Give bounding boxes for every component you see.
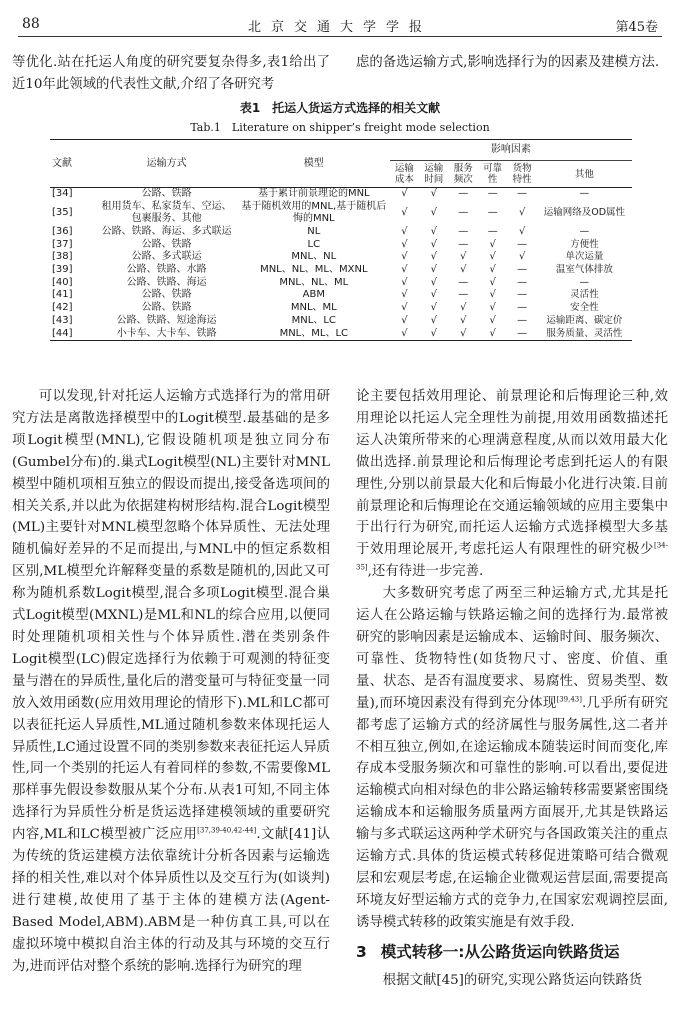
frequency-cell: √ — [460, 251, 467, 263]
cost-cell: √ — [401, 302, 408, 314]
model-cell: 基于随机效用的MNL,基于随机后悔的MNL — [241, 201, 387, 225]
other-cell: 安全性 — [570, 302, 599, 314]
other-cell: — — [579, 226, 590, 238]
table-row — [50, 226, 632, 239]
reliability-cell: √ — [489, 238, 496, 250]
other-cell: 方便性 — [570, 238, 599, 250]
ref-cell: [41] — [52, 289, 73, 301]
reliability-cell: √ — [489, 251, 496, 263]
model-cell: MNL、ML、LC — [279, 327, 349, 339]
header-mode: 运输方式 — [95, 140, 238, 188]
reliability-cell: √ — [489, 264, 496, 276]
section-title: 模式转移一:从公路货运向铁路货运 — [380, 942, 620, 961]
table-row — [50, 188, 632, 201]
cost-cell: √ — [401, 207, 408, 219]
right-p1-text-b: ,还有待进一步完善. — [367, 564, 484, 580]
reliability-cell: — — [487, 188, 498, 200]
mode-cell: 公路、铁路、海运、多式联运 — [101, 226, 232, 238]
header-cargo: 货物特性 — [507, 161, 536, 188]
time-cell: √ — [430, 238, 437, 250]
cost-cell: √ — [401, 327, 408, 339]
header-reliability: 可靠性 — [478, 161, 507, 188]
other-cell: 温室气体排放 — [555, 264, 613, 276]
page-number: 88 — [22, 16, 40, 32]
left-paragraph-1 — [12, 386, 330, 977]
intro-right-text: 虑的备选运输方式,影响选择行为的因素及建模方法. — [356, 55, 660, 70]
frequency-cell: — — [458, 207, 469, 219]
reliability-cell: √ — [489, 302, 496, 314]
right-paragraph-3: 根据文献[45]的研究,实现公路货运向铁路货 — [382, 972, 643, 988]
model-cell: NL — [307, 226, 321, 238]
other-cell: 运输网络及OD属性 — [543, 207, 626, 219]
cost-cell: √ — [401, 188, 408, 200]
section-number: 3 — [356, 942, 367, 961]
table-row — [50, 251, 632, 264]
model-cell: MNL、ML — [290, 302, 337, 314]
cargo-cell: — — [517, 264, 528, 276]
other-cell: — — [579, 276, 590, 288]
right-p1-text-a: 论主要包括效用理论、前景理论和后悔理论三种,效用理论以托运人完全理性为前提,用效用函数描述托运人决策所带来的心理满意程度,从而以效用最大化做出选择.前景理论和后悔理论考虑到托运人的有限理性,分别以前景最大化和后悔最小化进行决策.目前前景理论和后悔理论在交通运输领域的应用主要集中于出行行为研究,而托运人运输方式选择模型大多基于效用理论展开,考虑托运人有限理性的研究极少 — [356, 389, 668, 558]
cost-cell: √ — [401, 289, 408, 301]
time-cell: √ — [430, 188, 437, 200]
left-p1-text-b: .文献[41]认为传统的货运建模方法依靠统计分析各因素与运输选择的相关性,难以对个体异质性以及交互行为(如谈判)进行建模,故使用了基于主体的建模方法(Agent-Based Model,ABM).ABM是一种仿真工具,可以在虚拟环境中模拟自治主体的行动及其与环境的交互行为,进而评估对整个系统的影响.选择行为研究的理 — [12, 827, 331, 974]
mode-cell: 公路、铁路 — [141, 238, 192, 250]
frequency-cell: √ — [460, 314, 467, 326]
reliability-cell: √ — [489, 327, 496, 339]
time-cell: √ — [430, 264, 437, 276]
cargo-cell: √ — [518, 251, 526, 263]
ref-cell: [39] — [52, 264, 73, 276]
time-cell: √ — [430, 207, 437, 219]
cargo-cell: — — [517, 327, 528, 339]
journal-name: 北京交通大学学报 — [247, 20, 432, 35]
cargo-cell: — — [517, 289, 528, 301]
ref-cell: [34] — [52, 188, 73, 200]
table-row — [50, 276, 632, 289]
mode-cell: 公路、多式联运 — [131, 251, 202, 263]
cost-cell: √ — [401, 251, 408, 263]
frequency-cell: — — [458, 289, 469, 301]
right-p2-text-a: 大多数研究考虑了两至三种运输方式,尤其是托运人在公路运输与铁路运输之间的选择行为.最常被研究的影响因素是运输成本、运输时间、服务频次、可靠性、货物特性(如货物尺寸、密度、价值、重量、状态、是否有温度要求、易腐性、贸易类型、数量),而环境因素没有得到充分体现 — [356, 586, 668, 711]
cost-cell: √ — [401, 314, 408, 326]
cargo-cell: — — [517, 238, 528, 250]
reliability-cell: √ — [489, 276, 496, 288]
frequency-cell: — — [458, 226, 469, 238]
time-cell: √ — [430, 289, 437, 301]
cargo-cell: — — [517, 302, 528, 314]
ref-cell: [35] — [52, 207, 73, 219]
cost-cell: √ — [401, 276, 408, 288]
other-cell: 单次运量 — [565, 251, 604, 263]
table-row — [50, 201, 632, 226]
left-p1-citation: [37,39-40,42-44] — [197, 826, 257, 835]
model-cell: 基于累计前景理论的MNL — [257, 188, 370, 200]
table-caption-cn: 表1 托运人货运方式选择的相关文献 — [239, 101, 441, 115]
ref-cell: [42] — [52, 302, 73, 314]
model-cell: MNL、NL、ML — [279, 276, 349, 288]
time-cell: √ — [430, 302, 437, 314]
table-caption-en: Tab.1 Literature on shipper’s freight mode selection — [190, 121, 490, 134]
mode-cell: 公路、铁路、短途海运 — [116, 314, 217, 326]
intro-right-column — [356, 52, 668, 74]
header-ref: 文献 — [50, 140, 95, 188]
header-time: 运输时间 — [419, 161, 448, 188]
right-paragraph-1 — [356, 386, 668, 583]
cargo-cell: — — [517, 188, 528, 200]
other-cell: 服务质量、灵活性 — [546, 327, 623, 339]
other-cell: 灵活性 — [570, 289, 599, 301]
header-model: 模型 — [238, 140, 390, 188]
header-other: 其他 — [537, 161, 632, 188]
model-cell: ABM — [302, 289, 325, 301]
volume-label: 第45卷 — [615, 20, 658, 35]
header-influence: 影响因素 — [390, 140, 632, 161]
table-row — [50, 238, 632, 251]
time-cell: √ — [430, 327, 437, 339]
other-cell: — — [579, 188, 590, 200]
mode-cell: 公路、铁路、海运 — [126, 276, 207, 288]
cargo-cell: — — [517, 276, 528, 288]
time-cell: √ — [430, 251, 437, 263]
mode-cell: 公路、铁路 — [141, 188, 192, 200]
cost-cell: √ — [401, 264, 408, 276]
mode-cell: 公路、铁路 — [141, 302, 192, 314]
ref-cell: [38] — [52, 251, 73, 263]
intro-left-column — [12, 52, 330, 96]
cost-cell: √ — [401, 226, 408, 238]
table-row — [50, 289, 632, 302]
model-cell: MNL、NL、ML、MXNL — [260, 264, 368, 276]
ref-cell: [44] — [52, 327, 73, 339]
frequency-cell: — — [458, 188, 469, 200]
ref-cell: [36] — [52, 226, 73, 238]
time-cell: √ — [430, 226, 437, 238]
left-body-column — [12, 386, 330, 977]
section-heading — [356, 942, 668, 964]
cargo-cell: √ — [518, 207, 526, 219]
right-paragraph-2 — [356, 583, 668, 934]
ref-cell: [40] — [52, 276, 73, 288]
page-header — [18, 10, 662, 37]
header-cost: 运输成本 — [390, 161, 419, 188]
time-cell: √ — [430, 314, 437, 326]
cargo-cell: √ — [518, 226, 526, 238]
frequency-cell: — — [458, 238, 469, 250]
frequency-cell: √ — [460, 264, 467, 276]
intro-left-text: 等优化.站在托运人角度的研究要复杂得多,表1给出了近10年此领域的代表性文献,介绍了各研究考 — [12, 55, 330, 92]
mode-cell: 租用货车、私家货车、空运、包裹服务、其他 — [101, 201, 232, 225]
table-row — [50, 327, 632, 340]
frequency-cell: √ — [460, 302, 467, 314]
mode-cell: 公路、铁路、水路 — [126, 264, 207, 276]
mode-cell: 小卡车、大卡车、铁路 — [116, 327, 217, 339]
reliability-cell: √ — [489, 314, 496, 326]
frequency-cell: — — [458, 276, 469, 288]
frequency-cell: √ — [460, 327, 467, 339]
right-body-column — [356, 386, 668, 991]
reliability-cell: — — [487, 226, 498, 238]
left-p1-text-a: 可以发现,针对托运人运输方式选择行为的常用研究方法是离散选择模型中的Logit模型.最基础的是多项Logit模型(MNL),它假设随机项是独立同分布(Gumbel分布)的.巢式Logit模型(NL)主要针对MNL模型中随机项相互独立的假设而提出,接受备选项间的相关关系,并以此为依据建构树形结构.混合Logit模型(ML)主要针对MNL模型忽略个体异质性、无法处理随机偏好差异的不足而提出,与MNL中的恒定系数相区别,ML模型允许解释变量的系数是随机的,因此又可称为随机系数Logit模型,混合多项Logit模型.混合巢式Logit模型(MXNL)是ML和NL的综合应用,以便同时处理随机项相关性与个体异质性.潜在类别条件Logit模型(LC)假定选择行为依赖于可观测的特征变量与潜在的异质性,量化后的潜变量可与特征变量一同放入效用函数(应用效用理论的情形下).ML和LC都可以表征托运人异质性,ML通过随机参数来体现托运人异质性,LC通过设置不同的类别参数来表征托运人异质性,同一个类别的托运人有着同样的参数,不需要像ML那样事先假设参数服从某个分布.从表1可知,不同主体选择行为异质性分析是货运选择建模领域的重要研究内容,ML和LC模型被广泛应用 — [12, 389, 330, 843]
cargo-cell: — — [517, 314, 528, 326]
table-row — [50, 302, 632, 315]
reliability-cell: — — [487, 207, 498, 219]
right-p1-citation: [34-35] — [356, 541, 668, 572]
ref-cell: [43] — [52, 314, 73, 326]
other-cell: 运输距离、碳定价 — [546, 314, 623, 326]
mode-cell: 公路、铁路 — [141, 289, 192, 301]
table-row — [50, 264, 632, 277]
right-p2-citation: [39,43] — [556, 695, 582, 704]
model-cell: MNL、LC — [291, 314, 336, 326]
model-cell: MNL、NL — [291, 251, 337, 263]
reliability-cell: √ — [489, 289, 496, 301]
time-cell: √ — [430, 276, 437, 288]
literature-table — [50, 139, 632, 341]
cost-cell: √ — [401, 238, 408, 250]
model-cell: LC — [307, 238, 321, 250]
ref-cell: [37] — [52, 238, 73, 250]
right-p2-text-b: .几乎所有研究都考虑了运输方式的经济属性与服务属性,这二者并不相互独立,例如,在途运输成本随装运时间而变化,库存成本受服务频次和可靠性的影响.可以看出,要促进运输模式向相对绿色的非公路运输转移需要紧密围绕运输成本和运输服务质量两方面展开,尤其是铁路运输与多式联运这两种学术研究与各国政策关注的重点运输方式.具体的货运模式转移促进策略可结合微观层和宏观层考虑,在运输企业微观运营层面,需要提高环境友好型运输方式的竞争力,在国家宏观调控层面,诱导模式转移的政策实施是有效手段. — [356, 695, 668, 930]
header-frequency: 服务频次 — [449, 161, 478, 188]
table-row — [50, 315, 632, 328]
